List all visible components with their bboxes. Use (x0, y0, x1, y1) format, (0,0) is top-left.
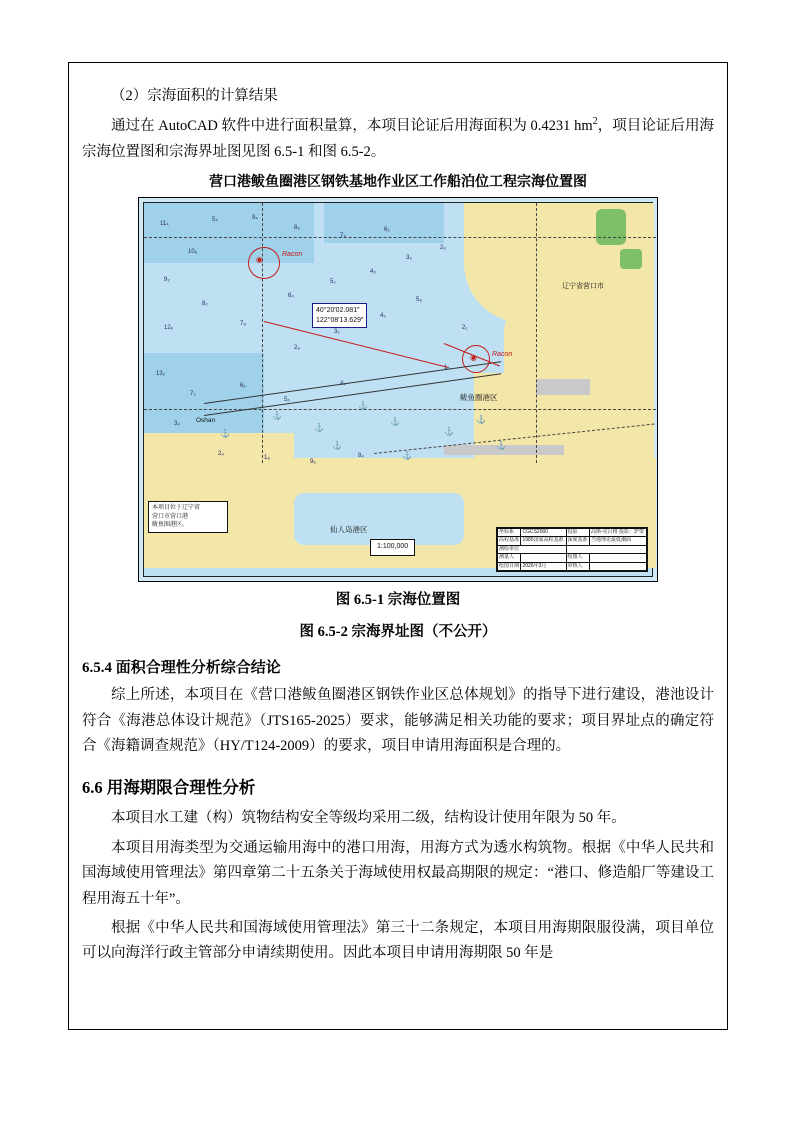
legend-cell: 坐标系 (498, 528, 521, 537)
depth-label: 5₄ (212, 217, 218, 224)
depth-label: 6₆ (240, 383, 246, 390)
anchor-icon-2: ⚓ (314, 423, 324, 433)
legend-row (498, 554, 647, 563)
depth-label: 6₄ (288, 293, 294, 300)
anchor-icon-4: ⚓ (332, 441, 342, 451)
anchor-icon-3: ⚓ (390, 417, 400, 427)
label-port-area: 鲅鱼圈港区 (460, 393, 498, 403)
scale-box: 1:100,000 (370, 539, 415, 555)
heading-6-6: 6.6 用海期限合理性分析 (82, 777, 256, 797)
depth-label: 3₂ (334, 329, 340, 336)
figure-caption-1: 图 6.5-1 宗海位置图 (335, 592, 461, 609)
depth-label: 2₁ (462, 325, 468, 332)
depth-label: 5₆ (284, 397, 290, 404)
anchor-icon-7: ⚓ (476, 415, 486, 425)
anchor-icon-8: ⚓ (496, 441, 506, 451)
depth-label: 2₉ (440, 245, 446, 252)
coordinate-longitude: 122°08′13.629″ (316, 316, 364, 324)
depth-label: 3₄ (174, 421, 180, 428)
depth-label: 3₆ (406, 255, 412, 262)
superscript-two: 2 (592, 116, 598, 128)
depth-label: 11₄ (160, 221, 169, 228)
depth-label: 2₄ (218, 451, 224, 458)
racon-marker-2: ◉ (470, 353, 477, 363)
grid-line-h2 (144, 409, 656, 410)
legend-cell: CGCS2000 (521, 528, 566, 537)
chart-inner-border (143, 202, 653, 577)
depth-label: 9₄ (252, 215, 258, 222)
legend-cell: 测量人 (498, 554, 521, 563)
legend-cell: 绘图人 (566, 554, 589, 563)
grid-line-v1 (262, 203, 263, 463)
depth-label: 6₂ (384, 227, 390, 234)
legend-table (497, 528, 647, 572)
legend-row (498, 562, 647, 571)
nautical-chart (138, 197, 658, 582)
legend-cell (566, 545, 646, 554)
legend-cell: 绘图日期 (499, 562, 520, 569)
green-area-1 (596, 209, 626, 245)
grid-line-h1 (144, 237, 656, 238)
legend-cell: 1985国家高程基准 (521, 537, 566, 546)
figure-title: 营口港鲅鱼圈港区钢铁基地作业区工作船泊位工程宗海位置图 (209, 174, 587, 190)
anchor-icon-1: ⚓ (220, 429, 230, 439)
project-note-box: 本项目位于辽宁省 营口市营口港 鲅鱼圈港区。 (148, 501, 228, 532)
depth-label: 1₆ (444, 365, 450, 372)
map-figure (138, 197, 658, 582)
green-area-2 (620, 249, 642, 269)
legend-cell: 审核人 (566, 562, 589, 571)
label-island-port: 仙人岛港区 (330, 525, 368, 535)
racon-label-2: Racon (492, 351, 513, 359)
paragraph-6-6-2: 本项目用海类型为交通运输用海中的港口用海，用海方式为透水构筑物。根据《中华人民共和国海域使用管理法》第四章第二十五条关于海域使用权最高期限的规定：“港口、修造船厂等建设工程用海五十年”。 (82, 839, 714, 907)
depth-label: 8₄ (358, 453, 364, 460)
chart-legend (496, 527, 648, 573)
legend-cell: 测绘单位 (498, 545, 567, 554)
legend-cell (590, 562, 647, 571)
depth-label: 2₈ (294, 345, 300, 352)
figure-caption-2: 图 6.5-2 宗海界址图（不公开） (299, 623, 497, 640)
depth-label: 10₈ (188, 249, 198, 256)
depth-label: 5₈ (416, 297, 422, 304)
depth-label: 4₄ (340, 381, 346, 388)
depth-label: 8₂ (202, 301, 208, 308)
paragraph-area-result (82, 113, 714, 165)
legend-cell: 高程基准 (499, 537, 520, 544)
paragraph-6-5-4: 综上所述，本项目在《营口港鲅鱼圈港区钢铁作业区总体规划》的指导下进行建设，港池设计符合《海港总体设计规范》（JTS165-2025）要求，能够满足相关功能的要求；项目界址点的确定符合《海籍调查规范》（HY/T124-2009）的要求，项目申请用海面积是合理的。 (82, 687, 714, 755)
depth-label: 12₆ (164, 325, 174, 332)
depth-label: 7₈ (240, 321, 246, 328)
depth-label: 7₄ (340, 233, 346, 240)
coordinate-latitude: 40°20′02.081″ (316, 307, 360, 315)
racon-label-1: Racon (282, 251, 303, 259)
depth-label: 9₆ (310, 459, 316, 466)
legend-cell (590, 554, 647, 563)
depth-label: 9₂ (164, 277, 170, 284)
paragraph-6-6-3: 根据《中华人民共和国海域使用管理法》第三十二条规定，本项目用海期限服役满，项目单位可以向海洋行政主管部分申请续期使用。因此本项目申请用海期限 50 年是 (82, 919, 714, 962)
depth-label: 4₃ (370, 269, 376, 276)
label-province-city: 辽宁省营口市 (562, 283, 604, 291)
legend-row (498, 545, 647, 554)
legend-cell: 当地理论最低潮面 (590, 537, 647, 546)
legend-cell: 高斯-克吕格 投影：3°带 (590, 528, 647, 537)
port-structure-1 (536, 379, 590, 395)
legend-cell: 深度基准 (567, 537, 588, 544)
heading-6-5-4: 6.5.4 面积合理性分析综合结论 (82, 660, 281, 677)
inner-bay (294, 493, 464, 545)
depth-label: 1₈ (264, 455, 270, 462)
depth-label: 8₆ (294, 225, 300, 232)
legend-cell: 2026年3月 (521, 562, 566, 571)
paragraph-area-result-b: ，项目论证后用海宗海位置图和宗海界址图见图 6.5-1 和图 6.5-2。 (82, 118, 715, 160)
anchor-icon-5: ⚓ (402, 451, 412, 461)
anchor-icon-9: ⚓ (358, 401, 368, 411)
legend-cell: 投影 (566, 528, 589, 537)
oshan-label: Oshan (196, 417, 216, 425)
depth-label: 5₂ (330, 279, 336, 286)
legend-row (498, 528, 647, 537)
depth-label: 7₂ (190, 391, 196, 398)
anchor-icon-10: ⚓ (272, 411, 282, 421)
legend-row (498, 537, 647, 546)
grid-line-v2 (536, 203, 537, 463)
depth-label: 4₂ (380, 313, 386, 320)
page-content (82, 84, 714, 971)
paragraph-section-header: （2）宗海面积的计算结果 (111, 88, 278, 104)
racon-marker-1: ◉ (256, 255, 263, 265)
coordinate-callout (312, 303, 367, 328)
legend-cell (521, 554, 566, 563)
paragraph-area-result-a: 通过在 AutoCAD 软件中进行面积量算，本项目论证后用海面积为 0.4231 hm (111, 118, 593, 135)
depth-label: 13₂ (156, 371, 166, 378)
anchor-icon-6: ⚓ (444, 427, 454, 437)
paragraph-6-6-1: 本项目水工建（构）筑物结构安全等级均采用二级，结构设计使用年限为 50 年。 (111, 810, 626, 827)
